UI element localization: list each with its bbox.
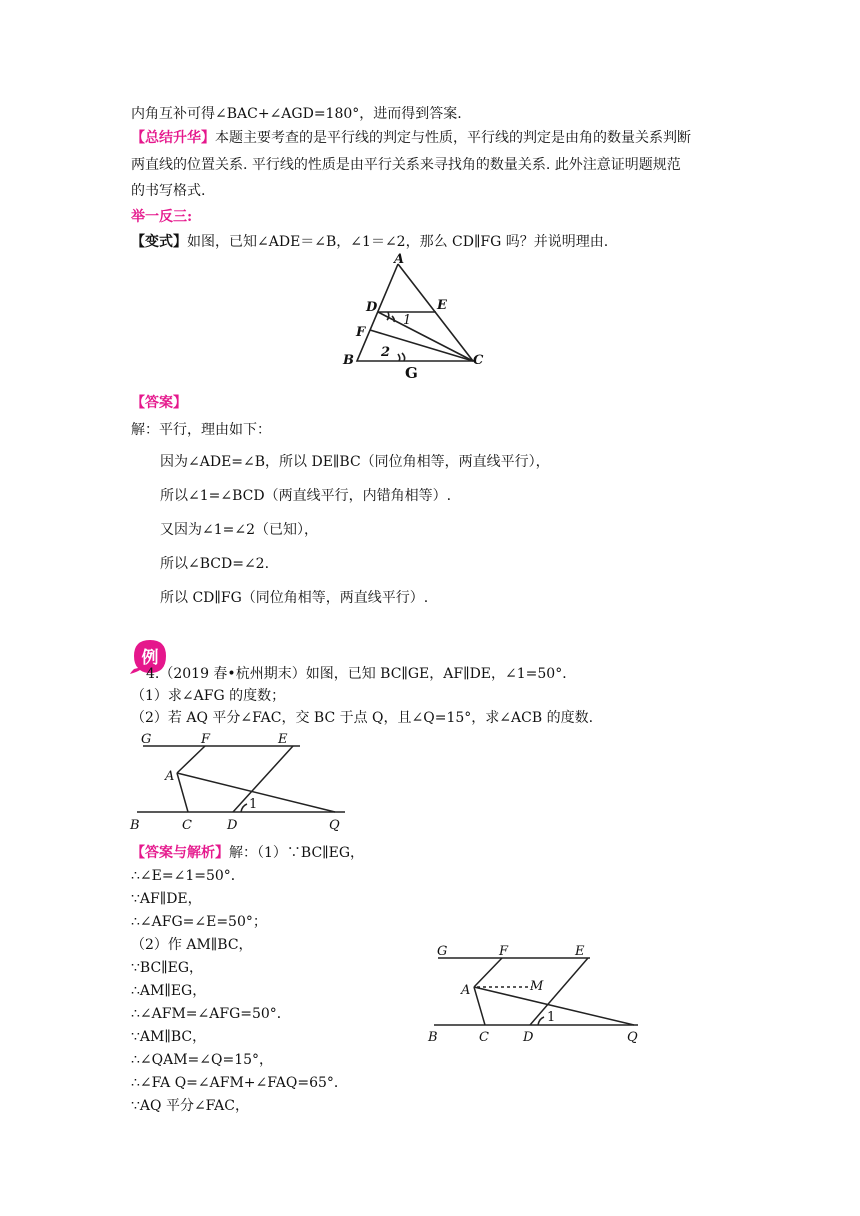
summary-line-1 (131, 128, 691, 148)
fig2-label-b: B (130, 818, 140, 833)
fig2-label-a: A (165, 769, 175, 784)
solution-line: ∵AQ 平分∠FAC， (131, 1098, 249, 1114)
fig2-label-e: E (278, 732, 288, 747)
solution-line: （2）作 AM∥BC， (131, 937, 253, 953)
fig3-label-g: G (437, 944, 448, 959)
summary-line-3: 的书写格式. (131, 183, 206, 199)
solution-line: ∴∠AFG=∠E=50°； (131, 914, 267, 930)
fig2-label-f: F (201, 732, 211, 747)
fig1-label-g: G (405, 364, 418, 382)
figure-parallel-1 (125, 728, 355, 836)
example-title: 4.（2019 春•杭州期末）如图，已知 BC∥GE，AF∥DE，∠1=50°． (146, 666, 577, 682)
answer-step-1: 因为∠ADE=∠B，所以 DE∥BC（同位角相等，两直线平行）， (160, 454, 550, 470)
solution-line: ∵BC∥EG， (131, 960, 204, 976)
solution-line: ∴∠FA Q=∠AFM+∠FAQ=65°． (131, 1075, 348, 1091)
fig1-label-angle2: 2 (381, 345, 391, 360)
summary-line-2: 两直线的位置关系. 平行线的性质是由平行关系来寻找角的数量关系. 此外注意证明题规范 (131, 157, 681, 173)
solution-line: ∵AM∥BC， (131, 1029, 207, 1045)
fig1-label-d: D (366, 300, 378, 315)
summary-tag: 【总结升华】 (131, 130, 215, 146)
fig2-label-g: G (141, 732, 152, 747)
answer-step-4: 所以∠BCD=∠2. (160, 556, 270, 572)
answer-intro: 解：平行，理由如下： (131, 422, 271, 438)
fig3-label-c: C (479, 1030, 489, 1045)
fig3-label-q: Q (627, 1030, 638, 1045)
fig1-label-angle1: 1 (403, 313, 412, 328)
fig3-label-b: B (428, 1030, 438, 1045)
solution-first-text: 解：（1）∵BC∥EG， (229, 845, 365, 861)
solution-tag: 【答案与解析】 (131, 845, 229, 861)
fig3-label-m: M (530, 979, 544, 994)
answer-step-3: 又因为∠1=∠2（已知）， (160, 522, 319, 538)
fig2-label-angle1: 1 (249, 797, 258, 812)
solution-line: ∴AM∥EG， (131, 983, 207, 999)
fig3-label-a: A (461, 983, 471, 998)
variant-text: 如图，已知∠ADE＝∠B，∠1＝∠2，那么 CD∥FG 吗？并说明理由. (187, 234, 609, 250)
fig1-label-f: F (356, 325, 366, 340)
fig3-label-d: D (523, 1030, 534, 1045)
figure-parallel-2 (422, 938, 652, 1048)
example-badge-text: 例 (141, 648, 159, 668)
fig3-label-f: F (499, 944, 509, 959)
answer-step-2: 所以∠1=∠BCD（两直线平行，内错角相等）. (160, 488, 452, 504)
solution-line: ∴∠AFM=∠AFG=50°． (131, 1006, 291, 1022)
solution-line: ∴∠QAM=∠Q=15°， (131, 1052, 274, 1068)
fig3-label-angle1: 1 (547, 1010, 556, 1025)
variant-line (131, 232, 608, 252)
solution-first (131, 843, 364, 863)
variant-tag: 【变式】 (131, 234, 187, 250)
fig1-label-e: E (437, 298, 447, 313)
section-title: 举一反三: (131, 209, 193, 225)
answer-tag: 【答案】 (131, 395, 187, 411)
example-q1: （1）求∠AFG 的度数； (131, 688, 286, 704)
fig1-label-a: A (394, 252, 405, 267)
fig1-label-b: B (343, 353, 354, 368)
solution-line: ∵AF∥DE， (131, 891, 202, 907)
answer-step-5: 所以 CD∥FG（同位角相等，两直线平行）. (160, 590, 429, 606)
intro-line: 内角互补可得∠BAC+∠AGD=180°，进而得到答案. (131, 106, 462, 122)
figure-triangle (330, 250, 500, 382)
solution-line: ∴∠E=∠1=50°． (131, 868, 245, 884)
fig3-label-e: E (575, 944, 585, 959)
fig2-label-q: Q (329, 818, 340, 833)
summary-text-1: 本题主要考查的是平行线的判定与性质，平行线的判定是由角的数量关系判断 (215, 130, 691, 146)
fig1-label-c: C (473, 353, 484, 368)
fig2-label-d: D (227, 818, 238, 833)
example-q2: （2）若 AQ 平分∠FAC，交 BC 于点 Q，且∠Q=15°，求∠ACB 的度数. (131, 710, 594, 726)
fig2-label-c: C (182, 818, 192, 833)
